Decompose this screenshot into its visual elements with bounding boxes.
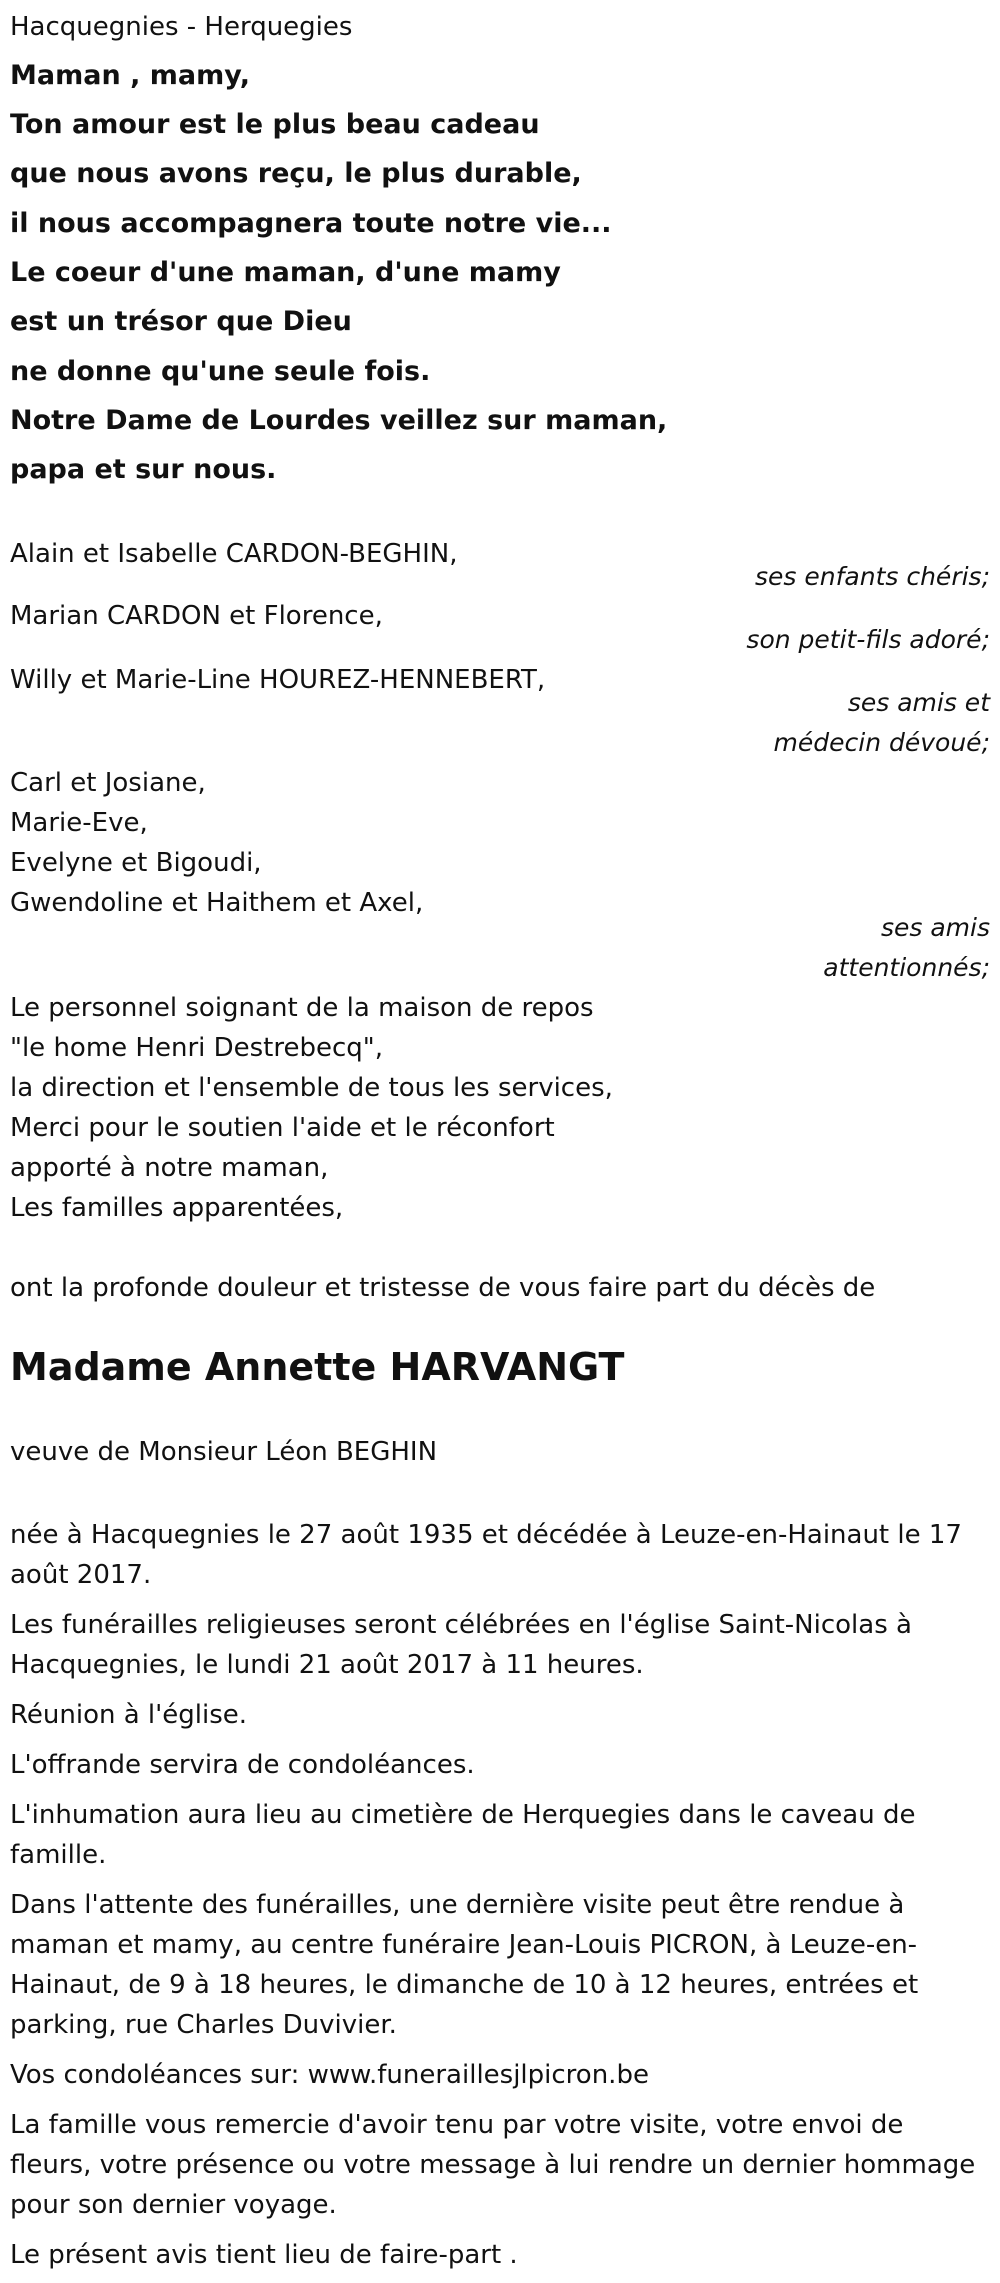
funeral-details: Les funérailles religieuses seront célébrées en l'église Saint-Nicolas à Hacquegnies, le lundi 21 août 2017 à 11 heures. [10, 1610, 912, 1680]
staff-line: Merci pour le soutien l'aide et le réconfort [10, 1113, 555, 1143]
poem-line: Ton amour est le plus beau cadeau [10, 109, 540, 140]
poem-line: que nous avons reçu, le plus durable, [10, 158, 582, 189]
poem-line: il nous accompagnera toute notre vie... [10, 208, 612, 239]
condolences-link: Vos condoléances sur: www.funeraillesjlpicron.be [10, 2060, 649, 2090]
friend-name: Evelyne et Bigoudi, [10, 848, 262, 878]
poem-line: ne donne qu'une seule fois. [10, 356, 431, 387]
staff-line: Le personnel soignant de la maison de repos [10, 993, 594, 1023]
announcement: ont la profonde douleur et tristesse de vous faire part du décès de [10, 1273, 876, 1303]
poem-line: est un trésor que Dieu [10, 306, 352, 337]
friend-name: Carl et Josiane, [10, 768, 206, 798]
staff-line: la direction et l'ensemble de tous les services, [10, 1073, 613, 1103]
friend-name: Marie-Eve, [10, 808, 148, 838]
friend-name: Gwendoline et Haithem et Axel, [10, 888, 424, 918]
staff-line: "le home Henri Destrebecq", [10, 1033, 384, 1063]
family-doctor-label: médecin dévoué; [773, 728, 990, 757]
thanks-paragraph: La famille vous remercie d'avoir tenu par votre visite, votre envoi de fleurs, votre présence ou votre message à lui rendre un dernier hommage pour son dernier voyage. [10, 2110, 976, 2220]
offering-details: L'offrande servira de condoléances. [10, 1750, 475, 1780]
widow-of: veuve de Monsieur Léon BEGHIN [10, 1437, 438, 1467]
staff-line: Les familles apparentées, [10, 1193, 344, 1223]
poem-line: Notre Dame de Lourdes veillez sur maman, [10, 405, 668, 436]
visit-details: Dans l'attente des funérailles, une dernière visite peut être rendue à maman et mamy, au centre funéraire Jean-Louis PICRON, à Leuze-en-Hainaut, de 9 à 18 heures, le dimanche de 10 à 12 heures, entrées et parking, rue Charles Duvivier. [10, 1890, 919, 2040]
family-children-label: ses enfants chéris; [755, 562, 990, 591]
family-children: Alain et Isabelle CARDON-BEGHIN, [10, 539, 458, 569]
staff-line: apporté à notre maman, [10, 1153, 329, 1183]
burial-details: L'inhumation aura lieu au cimetière de Herquegies dans le caveau de famille. [10, 1800, 916, 1870]
poem-line: papa et sur nous. [10, 454, 277, 485]
family-doctor-label: ses amis et [847, 688, 990, 717]
meeting-details: Réunion à l'église. [10, 1700, 248, 1730]
deceased-name: Madame Annette HARVANGT [10, 1345, 625, 1389]
poem-line: Le coeur d'une maman, d'une mamy [10, 257, 561, 288]
location-header: Hacquegnies - Herquegies [10, 12, 353, 42]
friends-label: ses amis [880, 913, 990, 942]
family-grandson: Marian CARDON et Florence, [10, 601, 383, 631]
family-doctor: Willy et Marie-Line HOUREZ-HENNEBERT, [10, 665, 546, 695]
notice-footer: Le présent avis tient lieu de faire-part . [10, 2240, 518, 2270]
birth-death-details: née à Hacquegnies le 27 août 1935 et décédée à Leuze-en-Hainaut le 17 août 2017. [10, 1520, 962, 1590]
family-grandson-label: son petit-fils adoré; [746, 625, 990, 654]
poem-line: Maman , mamy, [10, 60, 250, 91]
friends-label: attentionnés; [823, 953, 990, 982]
